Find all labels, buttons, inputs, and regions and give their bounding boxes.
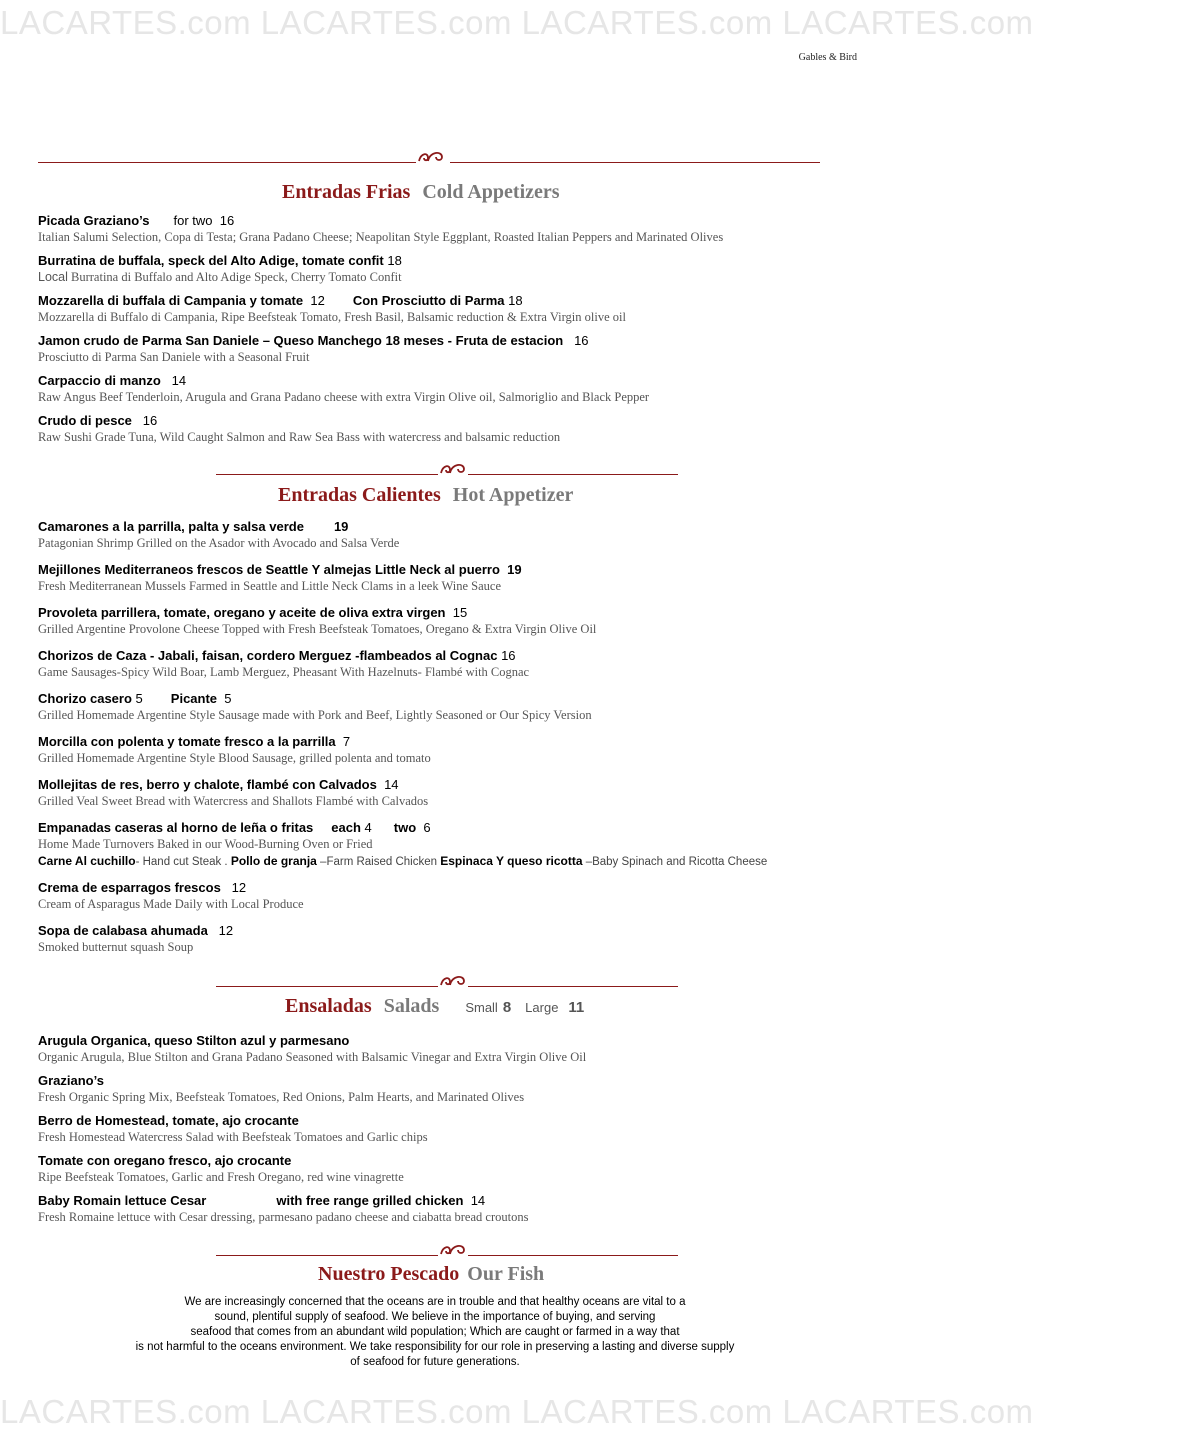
item-desc: Ripe Beefsteak Tomatoes, Garlic and Fresh Oregano, red wine vinagrette [38,1170,404,1184]
item-name-2: Con Prosciutto di Parma [352,293,505,308]
item-price: 12 [231,880,247,895]
statement-line: sound, plentiful supply of seafood. We believe in the importance of buying, and serving [214,1311,656,1323]
item-desc: Raw Sushi Grade Tuna, Wild Caught Salmon and Raw Sea Bass with watercress and balsamic reduction [38,430,561,444]
item-name: Burratina de buffala, speck del Alto Adige, tomate confit [38,253,384,268]
statement-line: We are increasingly concerned that the oceans are in trouble and that healthy oceans are vital to a [184,1296,686,1308]
section-title-fish [0,1263,1188,1286]
item-desc: Mozzarella di Buffalo di Campania, Ripe Beefsteak Tomato, Fresh Basil, Balsamic reduction & Extra Virgin olive oil [38,310,626,324]
item-name-2: each [331,820,361,835]
size-large-label: Large [525,1000,559,1015]
item-name: Baby Romain lettuce Cesar [38,1193,207,1208]
item-desc: Cream of Asparagus Made Daily with Local Produce [38,897,304,911]
menu-item [38,880,858,913]
item-name: Mejillones Mediterraneos frescos de Seattle Y almejas Little Neck al puerro [38,562,500,577]
menu-item [38,1073,858,1106]
item-price: 12 [310,293,325,308]
filling-desc: - Hand cut Steak . [135,856,228,868]
item-price: 19 [333,519,349,534]
item-desc: Game Sausages-Spicy Wild Boar, Lamb Merguez, Pheasant With Hazelnuts- Flambé with Cognac [38,665,530,679]
item-name: Berro de Homestead, tomate, ajo crocante [38,1113,299,1128]
item-price-2: 5 [224,691,232,706]
item-price-2: 14 [470,1193,486,1208]
swirl-ornament-icon [438,972,472,988]
item-price: 12 [218,923,234,938]
title-en: Cold Appetizers [422,181,560,203]
item-desc: Raw Angus Beef Tenderloin, Arugula and Grana Padano cheese with extra Virgin Olive oil, Salmoriglio and Black Pepper [38,390,650,404]
item-name: Provoleta parrillera, tomate, oregano y aceite de oliva extra virgen [38,605,446,620]
item-price-2: 4 [364,820,372,835]
item-name: Arugula Organica, queso Stilton azul y parmesano [38,1033,350,1048]
item-desc-prefix: Local [38,270,68,284]
item-desc: Patagonian Shrimp Grilled on the Asador with Avocado and Salsa Verde [38,536,400,550]
menu-item [38,648,858,681]
item-name: Empanadas caseras al horno de leña o fritas [38,820,314,835]
menu-item [38,293,858,326]
menu-item [38,734,858,767]
menu-item [38,1113,858,1146]
title-es: Entradas Frias [282,181,411,203]
size-large-price: 11 [568,999,585,1016]
menu-item [38,820,858,870]
item-desc: Grilled Homemade Argentine Style Blood Sausage, grilled polenta and tomato [38,751,431,765]
item-price: 14 [384,777,399,792]
item-desc: Fresh Romaine lettuce with Cesar dressing, parmesano padano cheese and ciabatta bread croutons [38,1210,529,1224]
item-desc: Fresh Organic Spring Mix, Beefsteak Tomatoes, Red Onions, Palm Hearts, and Marinated Olives [38,1090,525,1104]
item-name-2: Picante [170,691,218,706]
item-desc: Grilled Veal Sweet Bread with Watercress and Shallots Flambé with Calvados [38,794,429,808]
item-name: Tomate con oregano fresco, ajo crocante [38,1153,292,1168]
section-divider [216,975,678,987]
title-es: Entradas Calientes [278,484,441,506]
menu-item [38,562,858,595]
section-title-hot [0,484,1148,507]
title-es: Nuestro Pescado [318,1263,460,1285]
item-desc: Organic Arugula, Blue Stilton and Grana Padano Seasoned with Balsamic Vinegar and Extra Virgin Olive Oil [38,1050,587,1064]
title-en: Hot Appetizer [452,484,574,506]
item-name-2: with free range grilled chicken [276,1193,464,1208]
corner-label: Gables & Bird [798,52,857,63]
item-name: Carpaccio di manzo [38,373,161,388]
item-name: Mozzarella di buffala di Campania y tomate [38,293,304,308]
menu-item [38,1193,858,1226]
statement-line: seafood that comes from an abundant wild population; Which are caught or farmed in a way that [190,1326,680,1338]
section-title-salads [0,995,1155,1018]
title-en: Our Fish [467,1263,545,1285]
title-en: Salads [383,995,440,1017]
item-name: Chorizo casero [38,691,132,706]
menu-item [38,923,858,956]
item-desc: Grilled Homemade Argentine Style Sausage made with Pork and Beef, Lightly Seasoned or Our Spicy Version [38,708,592,722]
filling-name: Espinaca Y queso ricotta [440,854,583,868]
menu-item [38,1153,858,1186]
item-price: 7 [342,734,351,749]
fish-statement [60,1295,810,1370]
item-desc: Fresh Mediterranean Mussels Farmed in Seattle and Little Neck Clams in a leek Wine Sauce [38,579,502,593]
item-desc: Smoked butternut squash Soup [38,940,194,954]
item-price: 18 [387,253,402,268]
watermark-bottom: LACARTES.com LACARTES.com LACARTES.com LACARTES.com [0,1393,1034,1430]
menu-item [38,213,858,246]
item-price: 19 [507,562,522,577]
size-small-label: Small [465,1000,498,1015]
item-name: Chorizos de Caza - Jabali, faisan, cordero Merguez -flambeados al Cognac [38,648,498,663]
item-price: 16 [219,213,235,228]
item-price: 5 [135,691,143,706]
item-desc: Burratina di Buffalo and Alto Adige Speck, Cherry Tomato Confit [71,270,402,284]
menu-item [38,777,858,810]
section-divider [38,151,820,163]
item-desc: Italian Salumi Selection, Copa di Testa; Grana Padano Cheese; Neapolitan Style Eggplant, Roasted Italian Peppers and Marinated Olives [38,230,724,244]
empanada-fillings [38,853,858,870]
menu-item [38,691,858,724]
item-name: Crema de esparragos frescos [38,880,221,895]
size-small-price: 8 [502,999,512,1016]
item-name: Picada Graziano’s [38,213,150,228]
item-name: Mollejitas de res, berro y chalote, flambé con Calvados [38,777,377,792]
item-name-3: two [393,820,417,835]
menu-item [38,333,858,366]
item-desc: Home Made Turnovers Baked in our Wood-Burning Oven or Fried [38,837,373,851]
item-price-2: 18 [508,293,523,308]
title-es: Ensaladas [285,995,372,1017]
item-extra: for two [173,213,213,228]
filling-name: Pollo de granja [230,854,317,868]
swirl-ornament-icon [416,148,450,164]
menu-item [38,253,858,286]
section-divider [216,1244,678,1256]
swirl-ornament-icon [438,460,472,476]
menu-item [38,519,858,552]
item-price: 14 [171,373,187,388]
item-name: Jamon crudo de Parma San Daniele – Queso Manchego 18 meses - Fruta de estacion [38,333,564,348]
menu-item [38,605,858,638]
menu-item [38,373,858,406]
item-price: 15 [452,605,468,620]
section-title-cold [0,181,1152,204]
filling-desc: –Baby Spinach and Ricotta Cheese [585,856,768,868]
item-desc: Prosciutto di Parma San Daniele with a Seasonal Fruit [38,350,310,364]
item-price: 16 [501,648,516,663]
menu-item [38,413,858,446]
item-desc: Fresh Homestead Watercress Salad with Beefsteak Tomatoes and Garlic chips [38,1130,428,1144]
menu-item [38,1033,858,1066]
item-name: Sopa de calabasa ahumada [38,923,208,938]
item-price: 16 [142,413,158,428]
section-divider [216,463,678,475]
item-name: Crudo di pesce [38,413,132,428]
item-price: 16 [574,333,589,348]
filling-desc: –Farm Raised Chicken [320,856,438,868]
item-name: Graziano’s [38,1073,104,1088]
item-name: Camarones a la parrilla, palta y salsa verde [38,519,304,534]
watermark-top: LACARTES.com LACARTES.com LACARTES.com LACARTES.com [0,4,1034,41]
item-price-3: 6 [423,820,431,835]
swirl-ornament-icon [438,1241,472,1257]
statement-line: is not harmful to the oceans environment. We take responsibility for our role in preserving a lasting and diverse supply [135,1341,735,1353]
filling-name: Carne Al cuchillo [38,854,136,868]
item-name: Morcilla con polenta y tomate fresco a la parrilla [38,734,336,749]
statement-line: of seafood for future generations. [350,1356,520,1368]
item-desc: Grilled Argentine Provolone Cheese Topped with Fresh Beefsteak Tomatoes, Oregano & Extra Virgin Olive Oil [38,622,597,636]
